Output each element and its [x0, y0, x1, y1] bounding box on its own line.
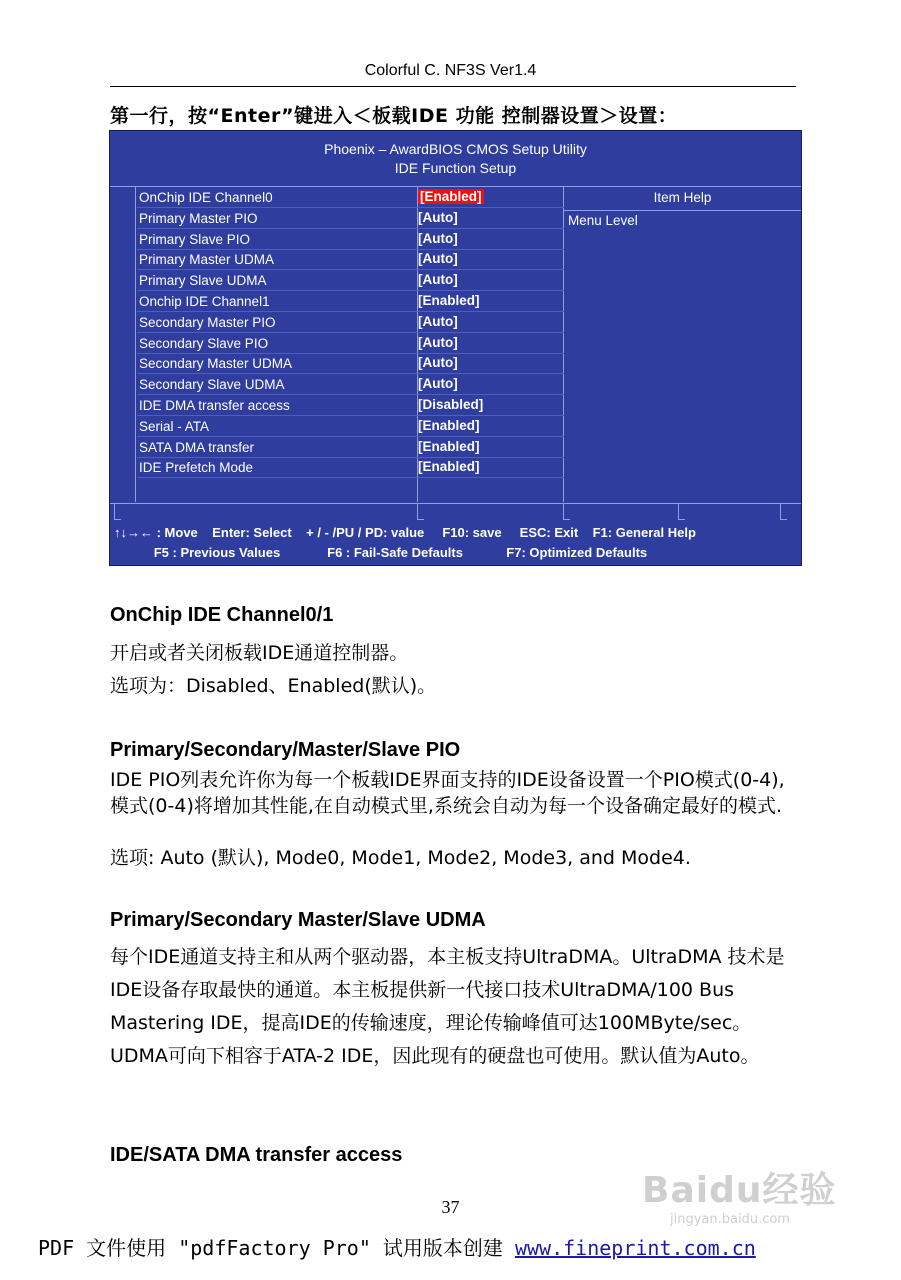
bios-row-label: IDE DMA transfer access [139, 398, 290, 413]
bracket-mark [678, 503, 685, 520]
bios-row-value: [Auto] [418, 209, 458, 225]
bios-row-label: Primary Master UDMA [139, 252, 275, 268]
section-title-onchip: OnChip IDE Channel0/1 [110, 604, 334, 626]
bios-row-label: Serial - ATA [139, 418, 210, 434]
bracket-mark [780, 503, 787, 520]
bios-row[interactable] [137, 333, 564, 354]
section-text: 选项为：Disabled、Enabled(默认)。 [110, 675, 437, 697]
help-level: Menu Level [568, 213, 638, 228]
header-rule [110, 86, 796, 87]
bios-keys-line1: ↑↓→← : Move Enter: Select + / - /PU / PD: value F10: save ESC: Exit F1: General Help [114, 525, 696, 540]
bios-screenshot [109, 130, 802, 566]
pdf-footer [38, 1232, 756, 1261]
section-title-pio: Primary/Secondary/Master/Slave PIO [110, 739, 461, 761]
page-number: 37 [441, 1197, 460, 1217]
bios-row-label: Secondary Slave UDMA [139, 377, 285, 393]
bios-row-label: Primary Slave UDMA [139, 273, 267, 289]
bios-row[interactable] [137, 457, 564, 478]
bios-row-label: Onchip IDE Channel1 [139, 294, 270, 309]
bios-row-label: Primary Slave PIO [139, 231, 251, 247]
bios-row-value: [Disabled] [418, 397, 484, 412]
bios-row-label: OnChip IDE Channel0 [139, 190, 273, 205]
bios-row-label: Primary Master PIO [139, 210, 258, 226]
section-text: 每个IDE通道支持主和从两个驱动器，本主板支持UltraDMA。UltraDMA 技术是IDE设备存取最快的通道。本主板提供新一代接口技术UltraDMA/100 Bus Mastering IDE，提高IDE的传输速度，理论传输峰值可达100MByte/sec。UDMA可向下相容于ATA-2 IDE，因此现有的硬盘也可使用。默认值为Auto。 [110, 946, 785, 1067]
bios-row-value: [Enabled] [418, 438, 480, 454]
bios-row-value: [Enabled] [420, 189, 482, 204]
bios-row-value: [Enabled] [418, 293, 480, 308]
bios-row[interactable] [137, 249, 564, 270]
section-text: IDE PIO列表允许你为每一个板载IDE界面支持的IDE设备设置一个PIO模式(0-4),模式(0-4)将增加其性能,在自动模式里,系统会自动为每一个设备确定最好的模式. [110, 769, 785, 817]
bios-row[interactable] [137, 395, 564, 416]
footer-text: PDF 文件使用 "pdfFactory Pro" 试用版本创建 [38, 1236, 515, 1260]
bios-title-line2: IDE Function Setup [394, 160, 517, 176]
bios-row[interactable] [137, 187, 564, 208]
bios-row[interactable] [137, 208, 564, 229]
bios-row[interactable] [137, 312, 564, 333]
bios-title-line1: Phoenix – AwardBIOS CMOS Setup Utility [324, 141, 587, 157]
help-title: Item Help [653, 190, 712, 205]
intro-text: 第一行，按“Enter”键进入＜板载IDE 功能 控制器设置＞设置： [110, 105, 678, 127]
baidu-watermark [640, 1150, 850, 1230]
bracket-mark [417, 503, 424, 520]
bracket-mark [563, 503, 570, 520]
bios-row-value: [Enabled] [418, 417, 480, 433]
bios-row-label: IDE Prefetch Mode [139, 460, 254, 476]
bios-row-value: [Auto] [418, 251, 458, 267]
bios-divider-left [135, 186, 136, 502]
bios-title [110, 140, 801, 178]
bios-row-value: [Auto] [418, 230, 458, 246]
watermark-url: jingyan.baidu.com [670, 1212, 790, 1227]
bios-row[interactable] [137, 374, 564, 395]
bios-row[interactable] [137, 229, 564, 250]
bios-row-label: Secondary Master PIO [139, 314, 276, 330]
bios-row-value: [Auto] [418, 334, 458, 350]
bios-row-label: Secondary Slave PIO [139, 335, 269, 351]
bios-row-value: [Auto] [418, 272, 458, 288]
bios-keys-line2: F5 : Previous Values F6 : Fail-Safe Defaults F7: Optimized Defaults [114, 545, 648, 560]
section-title-dma: IDE/SATA DMA transfer access [110, 1144, 403, 1166]
bios-row[interactable] [137, 437, 564, 458]
bios-row-label: Secondary Master UDMA [139, 356, 293, 372]
bios-row-value: [Auto] [418, 313, 458, 329]
bios-row-value: [Auto] [418, 376, 458, 392]
section-text: 选项: Auto (默认), Mode0, Mode1, Mode2, Mode3, and Mode4. [110, 847, 691, 869]
footer-link[interactable]: www.fineprint.com.cn [514, 1236, 756, 1260]
section-title-udma: Primary/Secondary Master/Slave UDMA [110, 909, 486, 931]
section-text: 开启或者关闭板载IDE通道控制器。 [110, 642, 409, 664]
bios-row[interactable] [137, 270, 564, 291]
bracket-mark [114, 503, 121, 520]
bios-row-label: SATA DMA transfer [139, 439, 255, 455]
help-rule [564, 210, 801, 211]
watermark-logo-text: Baidu经验 [642, 1170, 837, 1211]
bios-row-value: [Auto] [418, 355, 458, 371]
bios-row[interactable] [137, 291, 564, 312]
page-header: Colorful C. NF3S Ver1.4 [364, 62, 537, 79]
bios-row[interactable] [137, 353, 564, 374]
bios-row[interactable] [137, 416, 564, 437]
bios-row-value: [Enabled] [418, 459, 480, 475]
